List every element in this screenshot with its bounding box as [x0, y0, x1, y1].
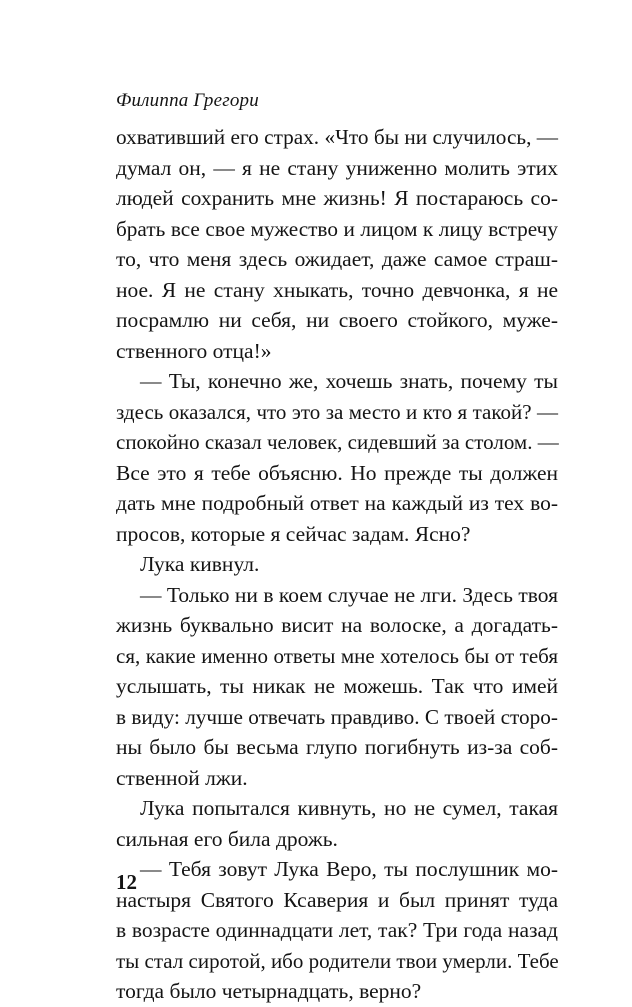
body-text: [116, 122, 558, 1007]
text-line: ся, какие именно ответы мне хотелось бы от тебя: [116, 643, 558, 668]
text-line: настыря Святого Ксаверия и был принят туда: [116, 887, 558, 912]
text-line: Лука кивнул.: [140, 552, 260, 576]
text-line: ственной лжи.: [116, 765, 248, 790]
text-line: людей сохранить мне жизнь! Я постараюсь со-: [116, 186, 558, 210]
text-line: брать все свое мужество и лицом к лицу встречу: [116, 216, 558, 241]
text-line: — Только ни в коем случае не лги. Здесь твоя: [140, 582, 558, 607]
text-line: просов, которые я сейчас задам. Ясно?: [116, 521, 471, 546]
text-line: здесь оказался, что это за место и кто я такой? —: [116, 399, 558, 424]
text-line: сильная его била дрожь.: [116, 826, 338, 851]
text-line: ное. Я не стану хныкать, точно девчонка, я не: [116, 277, 558, 302]
text-line: жизнь буквально висит на волоске, а догадать-: [116, 613, 558, 637]
text-line: охвативший его страх. «Что бы ни случилось, —: [116, 125, 558, 149]
text-line: — Ты, конечно же, хочешь знать, почему ты: [140, 369, 558, 393]
text-line: думал он, — я не стану униженно молить этих: [116, 155, 558, 180]
text-line: ны было бы весьма глупо погибнуть из-за соб-: [116, 735, 558, 759]
text-line: услышать, ты никак не можешь. Так что имей: [116, 674, 558, 698]
text-line: в возрасте одиннадцати лет, так? Три года назад: [116, 918, 558, 942]
text-line: то, что меня здесь ожидает, даже самое страш-: [116, 247, 558, 271]
text-line: спокойно сказал человек, сидевший за столом. —: [116, 430, 559, 454]
text-line: ты стал сиротой, ибо родители твои умерли. Тебе: [116, 948, 559, 973]
text-line: — Тебя зовут Лука Веро, ты послушник мо-: [140, 857, 558, 881]
running-header: Филиппа Грегори: [116, 90, 259, 111]
text-line: дать мне подробный ответ на каждый из тех во-: [116, 491, 558, 515]
text-line: ственного отца!»: [116, 338, 272, 363]
page-number: 12: [116, 870, 137, 894]
text-line: посрамлю ни себя, ни своего стойкого, муже-: [116, 308, 558, 332]
text-line: Лука попытался кивнуть, но не сумел, такая: [140, 796, 558, 820]
text-line: Все это я тебе объясню. Но прежде ты должен: [116, 460, 558, 485]
text-line: тогда было четырнадцать, верно?: [116, 979, 422, 1003]
text-line: в виду: лучше отвечать правдиво. С твоей сторо-: [116, 704, 558, 729]
